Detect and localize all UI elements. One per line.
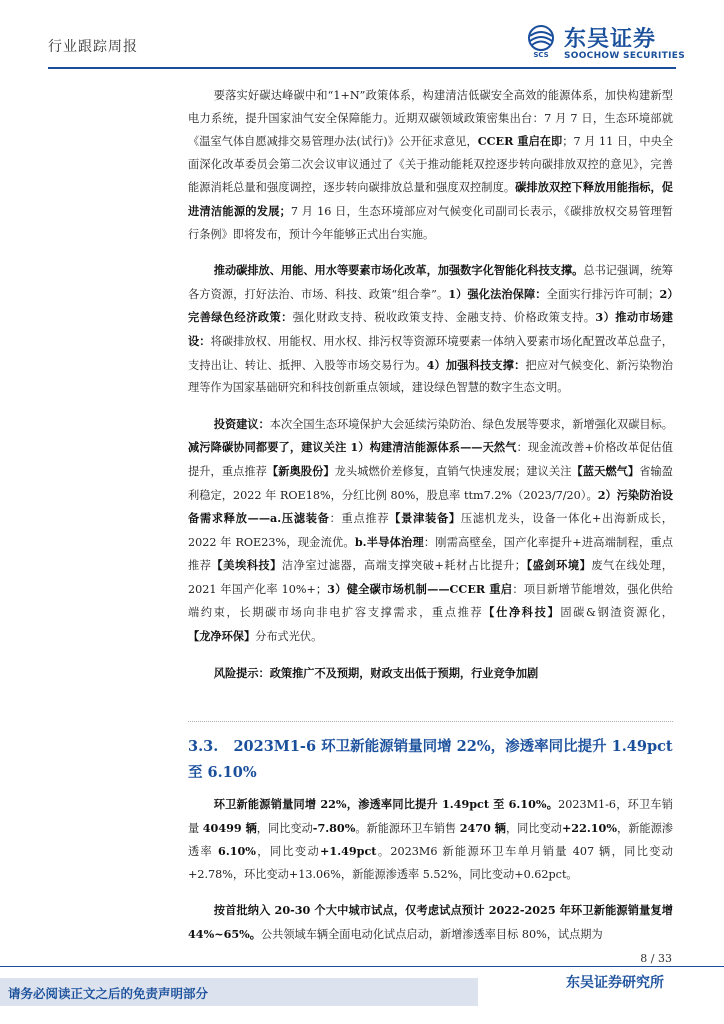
text-run: 2023M1-6，环卫车销量 (188, 798, 673, 835)
header-divider (48, 67, 676, 69)
company-logo (524, 22, 704, 66)
text-run: 。新能源环卫车销售 (355, 821, 460, 835)
section-divider (188, 721, 673, 722)
bold-run: b.半导体治理 (354, 534, 424, 549)
text-run: 将碳排放权、用能权、用水权、排污权等资源环境要素一体纳入要素市场化配置改革总盘子，支持出让、转让、抵押、入股等市场交易行为。 (188, 334, 673, 372)
text-run: 压滤机龙头，设备一体化+出海新成长，2022 年 ROE23%，现金流优。 (188, 512, 673, 549)
text-run: ：刚需高壁垒，国产化率提升+进高端制程，重点推荐 (188, 535, 673, 573)
text-run: 强化财政支持、税收政策支持、金融支持、价格政策支持。 (292, 311, 596, 325)
bold-run: 减污降碳协同都要了，建议关注 1）构建清洁能源体系——天然气 (188, 440, 517, 455)
footer-organization: 东吴证券研究所 (566, 975, 664, 991)
text-run: 。2023M6 新能源环卫车单月销量 407 辆，同比变动+2.78%，环比变动+13.06%，新能源渗透率 5.52%，同比变动+0.62pct。 (188, 845, 673, 881)
bold-run: 2470 辆 (459, 820, 506, 835)
bold-run: 【新奥股份】 (266, 463, 335, 478)
bold-run: CCER 重启在即 (477, 134, 563, 149)
bold-run: 3）推动市场建设： (188, 310, 673, 348)
text-run: ：重点推荐 (329, 512, 390, 526)
bold-run: 1）强化法治保障： (448, 286, 547, 301)
text-run: ，同比变动 (255, 845, 321, 859)
text-run: 7 月 16 日，生态环境部应对气候变化司副司长表示，《碳排放权交易管理暂行条例》即将发布，预计今年能够正式出台实施。 (188, 204, 673, 241)
text-run: ；7 月 11 日，中央全面深化改革委员会第二次会议审议通过了《关于推动能耗双控逐步转向碳排放双控的意见》，完善能源消耗总量和强度调控，逐步转向碳排放总量和强度双控制度。 (188, 135, 674, 195)
logo-english-name: SOOCHOW SECURITIES (564, 51, 685, 61)
footer-divider (0, 966, 724, 967)
text-run: ，同比变动 (256, 821, 313, 835)
bold-run: 按首批纳入 20-30 个大中城市试点，仅考虑试点预计 2022-2025 年环卫新能源销量复增 44%~65%。 (188, 903, 673, 941)
bold-run: 【龙净环保】 (188, 629, 256, 644)
text-run: 公共领域车辆全面电动化试点启动，新增渗透率目标 80%，试点期为 (260, 927, 603, 941)
bold-run: 4）加强科技支撑： (426, 357, 526, 372)
page-number: 8 / 33 (640, 952, 672, 965)
text-run: 龙头城燃价差修复，直销气快速发展；建议关注 (334, 464, 572, 478)
bold-run: 推动碳排放、用能、用水等要素市场化改革，加强数字化智能化科技支撑。 (213, 263, 584, 278)
text-run: 省输盈利稳定，2022 年 ROE18%，分红比例 80%，股息率 ttm7.2%（2023/7/20）。 (188, 464, 673, 502)
text-run: ：现金流改善+价格改革促估值提升，重点推荐 (188, 441, 673, 478)
paragraph-risk-warning (188, 662, 673, 686)
bold-run: 碳排放双控下释放用能指标，促进清洁能源的发展； (188, 180, 673, 218)
footer-disclaimer: 请务必阅读正文之后的免责声明部分 (8, 986, 209, 1001)
bold-run: 2）完善绿色经济政策： (188, 286, 673, 325)
text-run: 固碳&钢渣资源化， (560, 606, 673, 620)
bold-run: 【蓝天燃气】 (571, 463, 640, 478)
bold-run: 【盛剑环境】 (526, 558, 592, 573)
bold-run: 【仕净科技】 (483, 605, 561, 620)
bold-run: 【景津装备】 (389, 511, 461, 526)
bold-run: 【美埃科技】 (211, 558, 282, 573)
text-run: 总书记强调，统筹各方资源，打好法治、市场、科技、政策“组合拳”。 (188, 264, 673, 301)
bold-run: 6.10% (218, 844, 256, 859)
bold-run: 投资建议： (213, 416, 270, 431)
bold-run: +1.49pct (320, 844, 377, 859)
section-number: 3.3. (188, 738, 219, 755)
paragraph-market-reform (188, 259, 673, 400)
paragraph-carbon-policy (188, 85, 673, 246)
bold-run: 40499 辆 (202, 820, 257, 835)
logo-chinese-name: 东吴证券 (564, 27, 657, 52)
header-title: 行业跟踪周报 (48, 39, 138, 55)
text-run: 洁净室过滤器，高端支撑突破+耗材占比提升； (281, 559, 526, 573)
bold-run: 3）健全碳市场机制——CCER 重启 (327, 581, 513, 596)
section-heading (188, 734, 678, 786)
section-title: 2023M1-6 环卫新能源销量同增 22%，渗透率同比提升 1.49pct 至 6.10% (188, 738, 673, 781)
text-run: ：项目新增节能增效，强化供给端约束，长期碳市场向非电扩容支撑需求，重点推荐 (188, 582, 673, 620)
paragraph-sanitation-sales (188, 793, 673, 886)
text-run: ，同比变动 (505, 821, 562, 835)
text-run: 分布式光伏。 (255, 630, 323, 644)
text-run: 把应对气候变化、新污染物治理等作为国家基础研究和科技创新重点领域，建设绿色智慧的数字生态文明。 (188, 358, 673, 395)
bold-run: +22.10% (561, 820, 617, 835)
bold-run: 2）污染防治设备需求释放——a.压滤装备 (188, 487, 673, 526)
paragraph-pilot-cities (188, 899, 673, 946)
body-text-top (188, 85, 673, 698)
text-run: 全面实行排污许可制； (546, 287, 660, 301)
logo-globe-icon (524, 24, 558, 58)
bold-run: 风险提示：政策推广不及预期，财政支出低于预期，行业竞争加剧 (213, 665, 539, 680)
text-run: 本次全国生态环境保护大会延续污染防治、绿色发展等要求，新增强化双碳目标。 (269, 417, 673, 431)
paragraph-investment-advice (188, 413, 673, 649)
body-text-bottom (188, 793, 673, 960)
bold-run: 环卫新能源销量同增 22%，渗透率同比提升 1.49pct 至 6.10%。 (213, 797, 559, 811)
bold-run: -7.80% (312, 820, 356, 835)
text-run: ，新能源渗透率 (188, 821, 673, 859)
text-run: 要落实好碳达峰碳中和“1+N”政策体系，构建清洁低碳安全高效的能源体系，加快构建新型电力系统，提升国家油气安全保障能力。近期双碳领域政策密集出台：7 月 7 日，生态环境部就《温室气体自愿减排交易管理办法(试行)》公开征求意见， (188, 89, 673, 149)
logo-mark-text: SCS (533, 51, 549, 58)
text-run: 废气在线处理，2021 年国产化率 10%+； (188, 559, 673, 596)
